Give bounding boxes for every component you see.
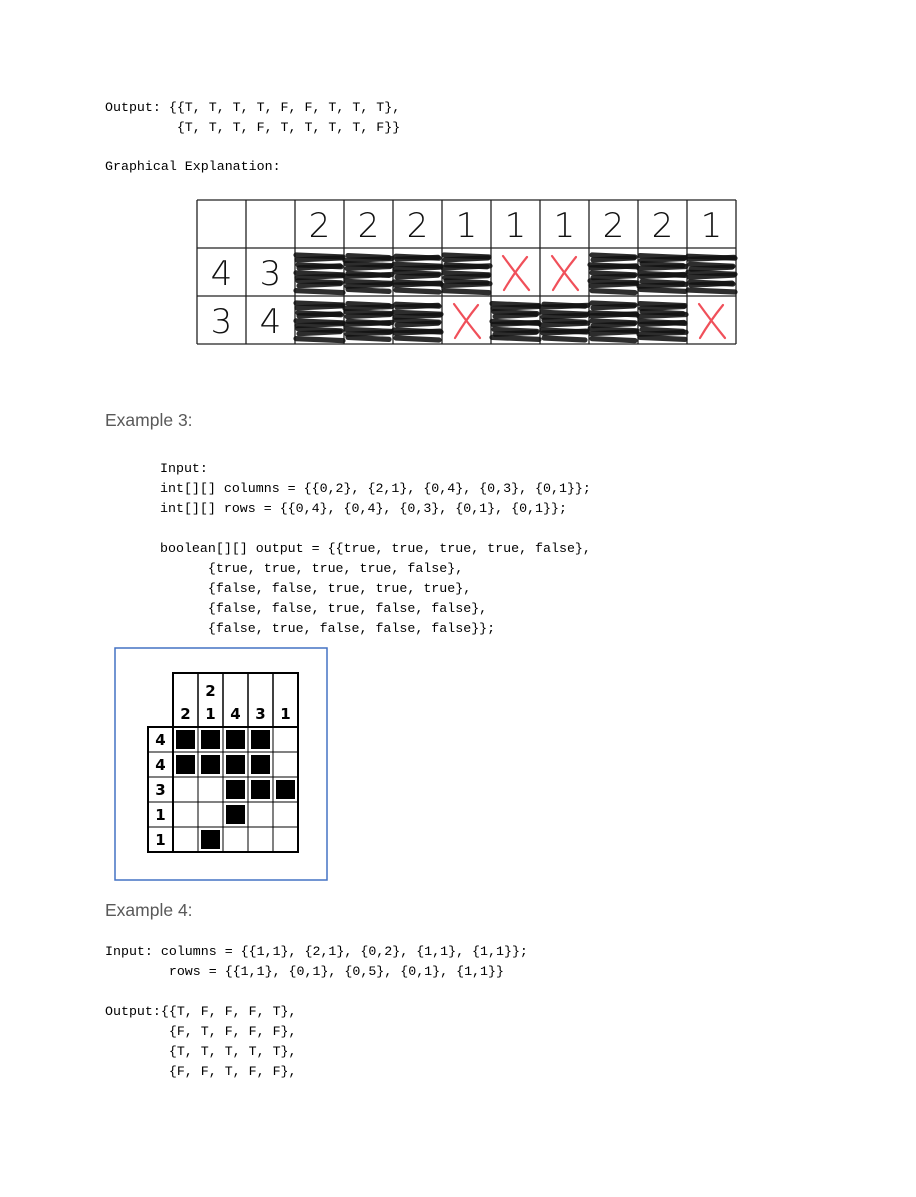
- row-clue: 1: [155, 806, 166, 824]
- scribble-stroke: [592, 339, 635, 341]
- scribble-stroke: [543, 315, 586, 317]
- filled-cell: [276, 780, 295, 799]
- filled-cell: [226, 730, 245, 749]
- scribble-stroke: [299, 284, 340, 286]
- scribble-stroke: [689, 257, 734, 259]
- row-clue: 4: [155, 756, 166, 774]
- scribble-stroke: [444, 291, 489, 293]
- filled-cell: [251, 780, 270, 799]
- scribble-stroke: [495, 315, 536, 317]
- code-line: Input:: [160, 461, 208, 476]
- column-clue: 1: [553, 206, 576, 246]
- scribble-stroke: [593, 276, 634, 278]
- filled-cell: [226, 755, 245, 774]
- scribble-stroke: [347, 267, 390, 269]
- filled-cell: [226, 780, 245, 799]
- example3-code: [160, 459, 591, 639]
- scribble-stroke: [591, 266, 636, 268]
- x-mark: [503, 256, 529, 290]
- code-line: {T, T, T, T, T},: [105, 1044, 297, 1059]
- row-clue: 3: [210, 302, 233, 342]
- scribble-stroke: [296, 339, 343, 341]
- scribble-stroke: [639, 332, 686, 334]
- column-clue: 1: [280, 705, 291, 723]
- scribble-stroke: [593, 324, 634, 326]
- graphical-explanation-table: [190, 195, 742, 353]
- filled-cell: [639, 304, 686, 340]
- scribble-stroke: [541, 323, 588, 325]
- column-clue: 2: [308, 206, 331, 246]
- code-line: {T, T, T, F, T, T, T, T, F}}: [105, 120, 401, 135]
- filled-cell: [345, 256, 392, 292]
- filled-cell: [201, 730, 220, 749]
- scribble-stroke: [347, 332, 390, 334]
- scribble-stroke: [493, 323, 538, 325]
- filled-cell: [176, 755, 195, 774]
- scribble-stroke: [593, 258, 634, 260]
- nonogram-puzzle-image: [114, 647, 329, 882]
- scribble-stroke: [396, 338, 439, 340]
- filled-cell: [394, 304, 441, 340]
- scribble-stroke: [641, 275, 684, 277]
- filled-cell: [590, 303, 637, 341]
- filled-cell: [492, 304, 539, 340]
- filled-cell: [201, 755, 220, 774]
- column-clue: 2: [180, 705, 191, 723]
- graphical-explanation-text: Graphical Explanation:: [105, 159, 281, 174]
- scribble-stroke: [641, 323, 684, 325]
- scribble-stroke: [591, 332, 636, 334]
- scribble-stroke: [345, 275, 392, 277]
- code-line: int[][] rows = {{0,4}, {0,4}, {0,3}, {0,1}, {0,1}};: [160, 501, 567, 516]
- row-clue: 4: [259, 302, 282, 342]
- scribble-stroke: [396, 290, 439, 292]
- scribble-stroke: [347, 315, 390, 317]
- scribble-stroke: [297, 276, 342, 278]
- scribble-stroke: [443, 266, 490, 268]
- column-clue: 2: [357, 206, 380, 246]
- scribble-stroke: [691, 267, 732, 269]
- scribble-stroke: [345, 307, 392, 309]
- image-frame: [115, 648, 327, 880]
- column-clue: 3: [255, 705, 266, 723]
- scribble-stroke: [345, 259, 392, 261]
- scribble-stroke: [345, 323, 392, 325]
- scribble-stroke: [640, 289, 685, 291]
- x-mark: [699, 304, 725, 338]
- filled-cell: [639, 256, 686, 292]
- scribble-stroke: [348, 289, 389, 291]
- filled-cell: [176, 730, 195, 749]
- code-line: {false, true, false, false, false}};: [160, 621, 496, 636]
- row-clue: 4: [155, 731, 166, 749]
- filled-cell: [226, 805, 245, 824]
- x-mark: [552, 256, 578, 290]
- filled-cell: [590, 255, 637, 293]
- column-clue: 2: [651, 206, 674, 246]
- example4-heading: Example 4:: [105, 900, 193, 920]
- scribble-stroke: [395, 331, 440, 333]
- filled-cell: [201, 830, 220, 849]
- scribble-stroke: [397, 323, 438, 325]
- filled-cell: [443, 255, 490, 293]
- filled-cell: [394, 256, 441, 292]
- scribble-stroke: [591, 284, 636, 286]
- scribble-stroke: [347, 284, 390, 286]
- filled-cell: [541, 304, 588, 340]
- scribble-stroke: [299, 314, 340, 316]
- filled-cell: [296, 255, 343, 293]
- code-line: {F, F, T, F, F},: [105, 1064, 297, 1079]
- scribble-stroke: [397, 305, 438, 307]
- code-line: rows = {{1,1}, {0,1}, {0,5}, {0,1}, {1,1}}: [105, 964, 504, 979]
- scribble-stroke: [591, 314, 636, 316]
- scribble-stroke: [445, 258, 488, 260]
- scribble-stroke: [640, 337, 685, 339]
- row-clue: 3: [259, 254, 282, 294]
- example2-output-code: [105, 98, 400, 138]
- scribble-stroke: [639, 315, 686, 317]
- scribble-stroke: [395, 267, 440, 269]
- scribble-stroke: [544, 338, 585, 340]
- code-line: {true, true, true, true, false},: [160, 561, 464, 576]
- scribble-stroke: [689, 275, 734, 277]
- scribble-stroke: [395, 283, 440, 285]
- column-clue: 2: [602, 206, 625, 246]
- code-line: boolean[][] output = {{true, true, true, true, false},: [160, 541, 591, 556]
- code-line: Input: columns = {{1,1}, {2,1}, {0,2}, {1,1}, {1,1}};: [105, 944, 528, 959]
- scribble-stroke: [688, 290, 735, 292]
- filled-cell: [251, 730, 270, 749]
- filled-cell: [688, 256, 735, 292]
- code-line: Output:{{T, F, F, F, T},: [105, 1004, 297, 1019]
- row-clue: 3: [155, 781, 166, 799]
- column-clue: 2: [406, 206, 429, 246]
- scribble-stroke: [299, 332, 340, 334]
- filled-cell: [345, 304, 392, 340]
- scribble-stroke: [639, 267, 686, 269]
- scribble-stroke: [593, 306, 634, 308]
- scribble-stroke: [348, 337, 389, 339]
- scribble-stroke: [443, 284, 490, 286]
- scribble-stroke: [541, 305, 588, 307]
- scribble-stroke: [639, 284, 686, 286]
- scribble-stroke: [492, 337, 539, 339]
- scribble-stroke: [297, 324, 342, 326]
- scribble-stroke: [641, 307, 684, 309]
- graphical-explanation-label: [105, 157, 281, 177]
- scribble-stroke: [397, 275, 438, 277]
- filled-cell: [296, 303, 343, 341]
- scribble-stroke: [495, 332, 536, 334]
- row-clue: 4: [210, 254, 233, 294]
- code-line: int[][] columns = {{0,2}, {2,1}, {0,4}, {0,3}, {0,1}};: [160, 481, 591, 496]
- scribble-stroke: [397, 257, 438, 259]
- column-clue: 1: [455, 206, 478, 246]
- scribble-stroke: [395, 315, 440, 317]
- column-clue: 1: [700, 206, 723, 246]
- x-mark: [454, 304, 480, 338]
- scribble-stroke: [641, 259, 684, 261]
- scribble-stroke: [296, 291, 343, 293]
- example4-code: [105, 942, 528, 1082]
- column-clue: 1: [504, 206, 527, 246]
- scribble-stroke: [445, 276, 488, 278]
- scribble-stroke: [493, 307, 538, 309]
- code-line: Output: {{T, T, T, T, F, F, T, T, T},: [105, 100, 401, 115]
- example3-heading: Example 3:: [105, 410, 193, 430]
- code-line: {F, T, F, F, F},: [105, 1024, 297, 1039]
- scribble-stroke: [297, 306, 342, 308]
- code-line: {false, false, true, false, false},: [160, 601, 488, 616]
- filled-cell: [251, 755, 270, 774]
- scribble-stroke: [543, 331, 586, 333]
- scribble-stroke: [299, 266, 340, 268]
- code-line: {false, false, true, true, true},: [160, 581, 472, 596]
- column-clue: 2: [205, 682, 216, 700]
- scribble-stroke: [691, 283, 732, 285]
- scribble-stroke: [297, 258, 342, 260]
- row-clue: 1: [155, 831, 166, 849]
- scribble-stroke: [592, 291, 635, 293]
- column-clue: 1: [205, 705, 216, 723]
- column-clue: 4: [230, 705, 241, 723]
